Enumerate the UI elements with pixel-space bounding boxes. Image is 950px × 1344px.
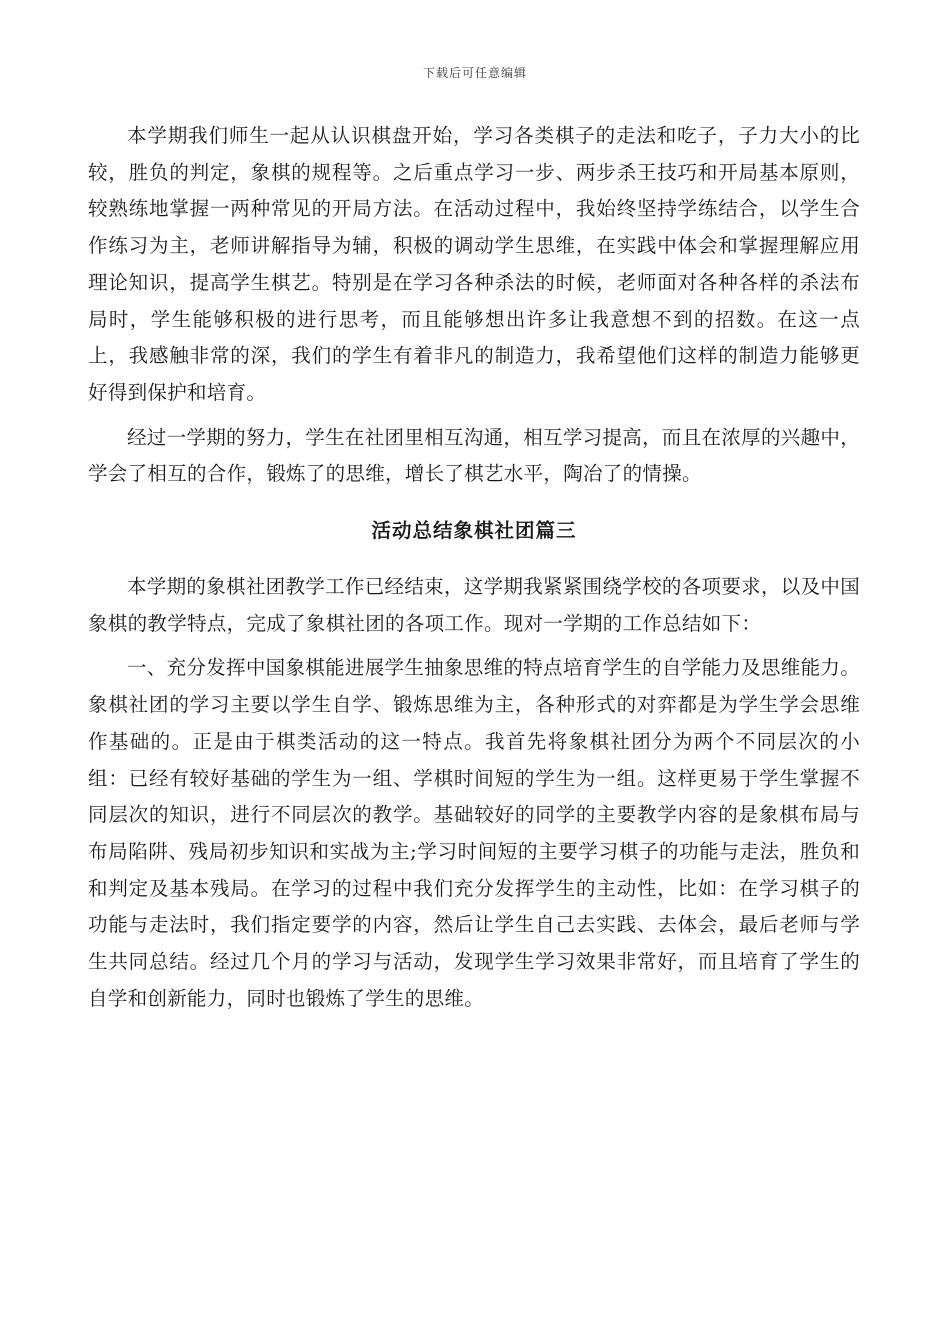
document-body	[88, 118, 860, 1017]
section-heading: 活动总结象棋社团篇三	[371, 519, 577, 543]
paragraph-gap	[88, 412, 860, 420]
heading-gap	[88, 493, 860, 513]
paragraph-4: 一、充分发挥中国象棋能进展学生抽象思维的特点培育学生的自学能力及思维能力。象棋社团的学习主要以学生自学、锻炼思维为主，各种形式的对弈都是为学生学会思维作基础的。正是由于棋类活动的这一特点。我首先将象棋社团分为两个不同层次的小组：已经有较好基础的学生为一组、学棋时间短的学生为一组。这样更易于学生掌握不同层次的知识，进行不同层次的教学。基础较好的同学的主要教学内容的是象棋布局与布局陷阱、残局初步知识和实战为主;学习时间短的主要学习棋子的功能与走法，胜负和和判定及基本残局。在学习的过程中我们充分发挥学生的主动性，比如：在学习棋子的功能与走法时，我们指定要学的内容，然后让学生自己去实践、去体会，最后老师与学生共同总结。经过几个月的学习与活动，发现学生学习效果非常好，而且培育了学生的自学和创新能力，同时也锻炼了学生的思维。	[88, 656, 860, 1010]
paragraph-gap	[88, 642, 860, 650]
paragraph-1: 本学期我们师生一起从认识棋盘开始，学习各类棋子的走法和吃子，子力大小的比较，胜负的判定，象棋的规程等。之后重点学习一步、两步杀王技巧和开局基本原则，较熟练地掌握一两种常见的开局方法。在活动过程中，我始终坚持学练结合，以学生合作练习为主，老师讲解指导为辅，积极的调动学生思维，在实践中体会和掌握理解应用理论知识，提高学生棋艺。特别是在学习各种杀法的时候，老师面对各种各样的杀法布局时，学生能够积极的进行思考，而且能够想出许多让我意想不到的招数。在这一点上，我感触非常的深，我们的学生有着非凡的制造力，我希望他们这样的制造力能够更好得到保护和培育。	[88, 124, 860, 404]
page-header: 下载后可任意编辑	[422, 66, 527, 80]
paragraph-3: 本学期的象棋社团教学工作已经结束，这学期我紧紧围绕学校的各项要求，以及中国象棋的教学特点，完成了象棋社团的各项工作。现对一学期的工作总结如下：	[88, 575, 860, 635]
heading-gap	[88, 549, 860, 569]
paragraph-2: 经过一学期的努力，学生在社团里相互沟通，相互学习提高，而且在浓厚的兴趣中，学会了相互的合作，锻炼了的思维，增长了棋艺水平，陶冶了的情操。	[88, 425, 860, 486]
